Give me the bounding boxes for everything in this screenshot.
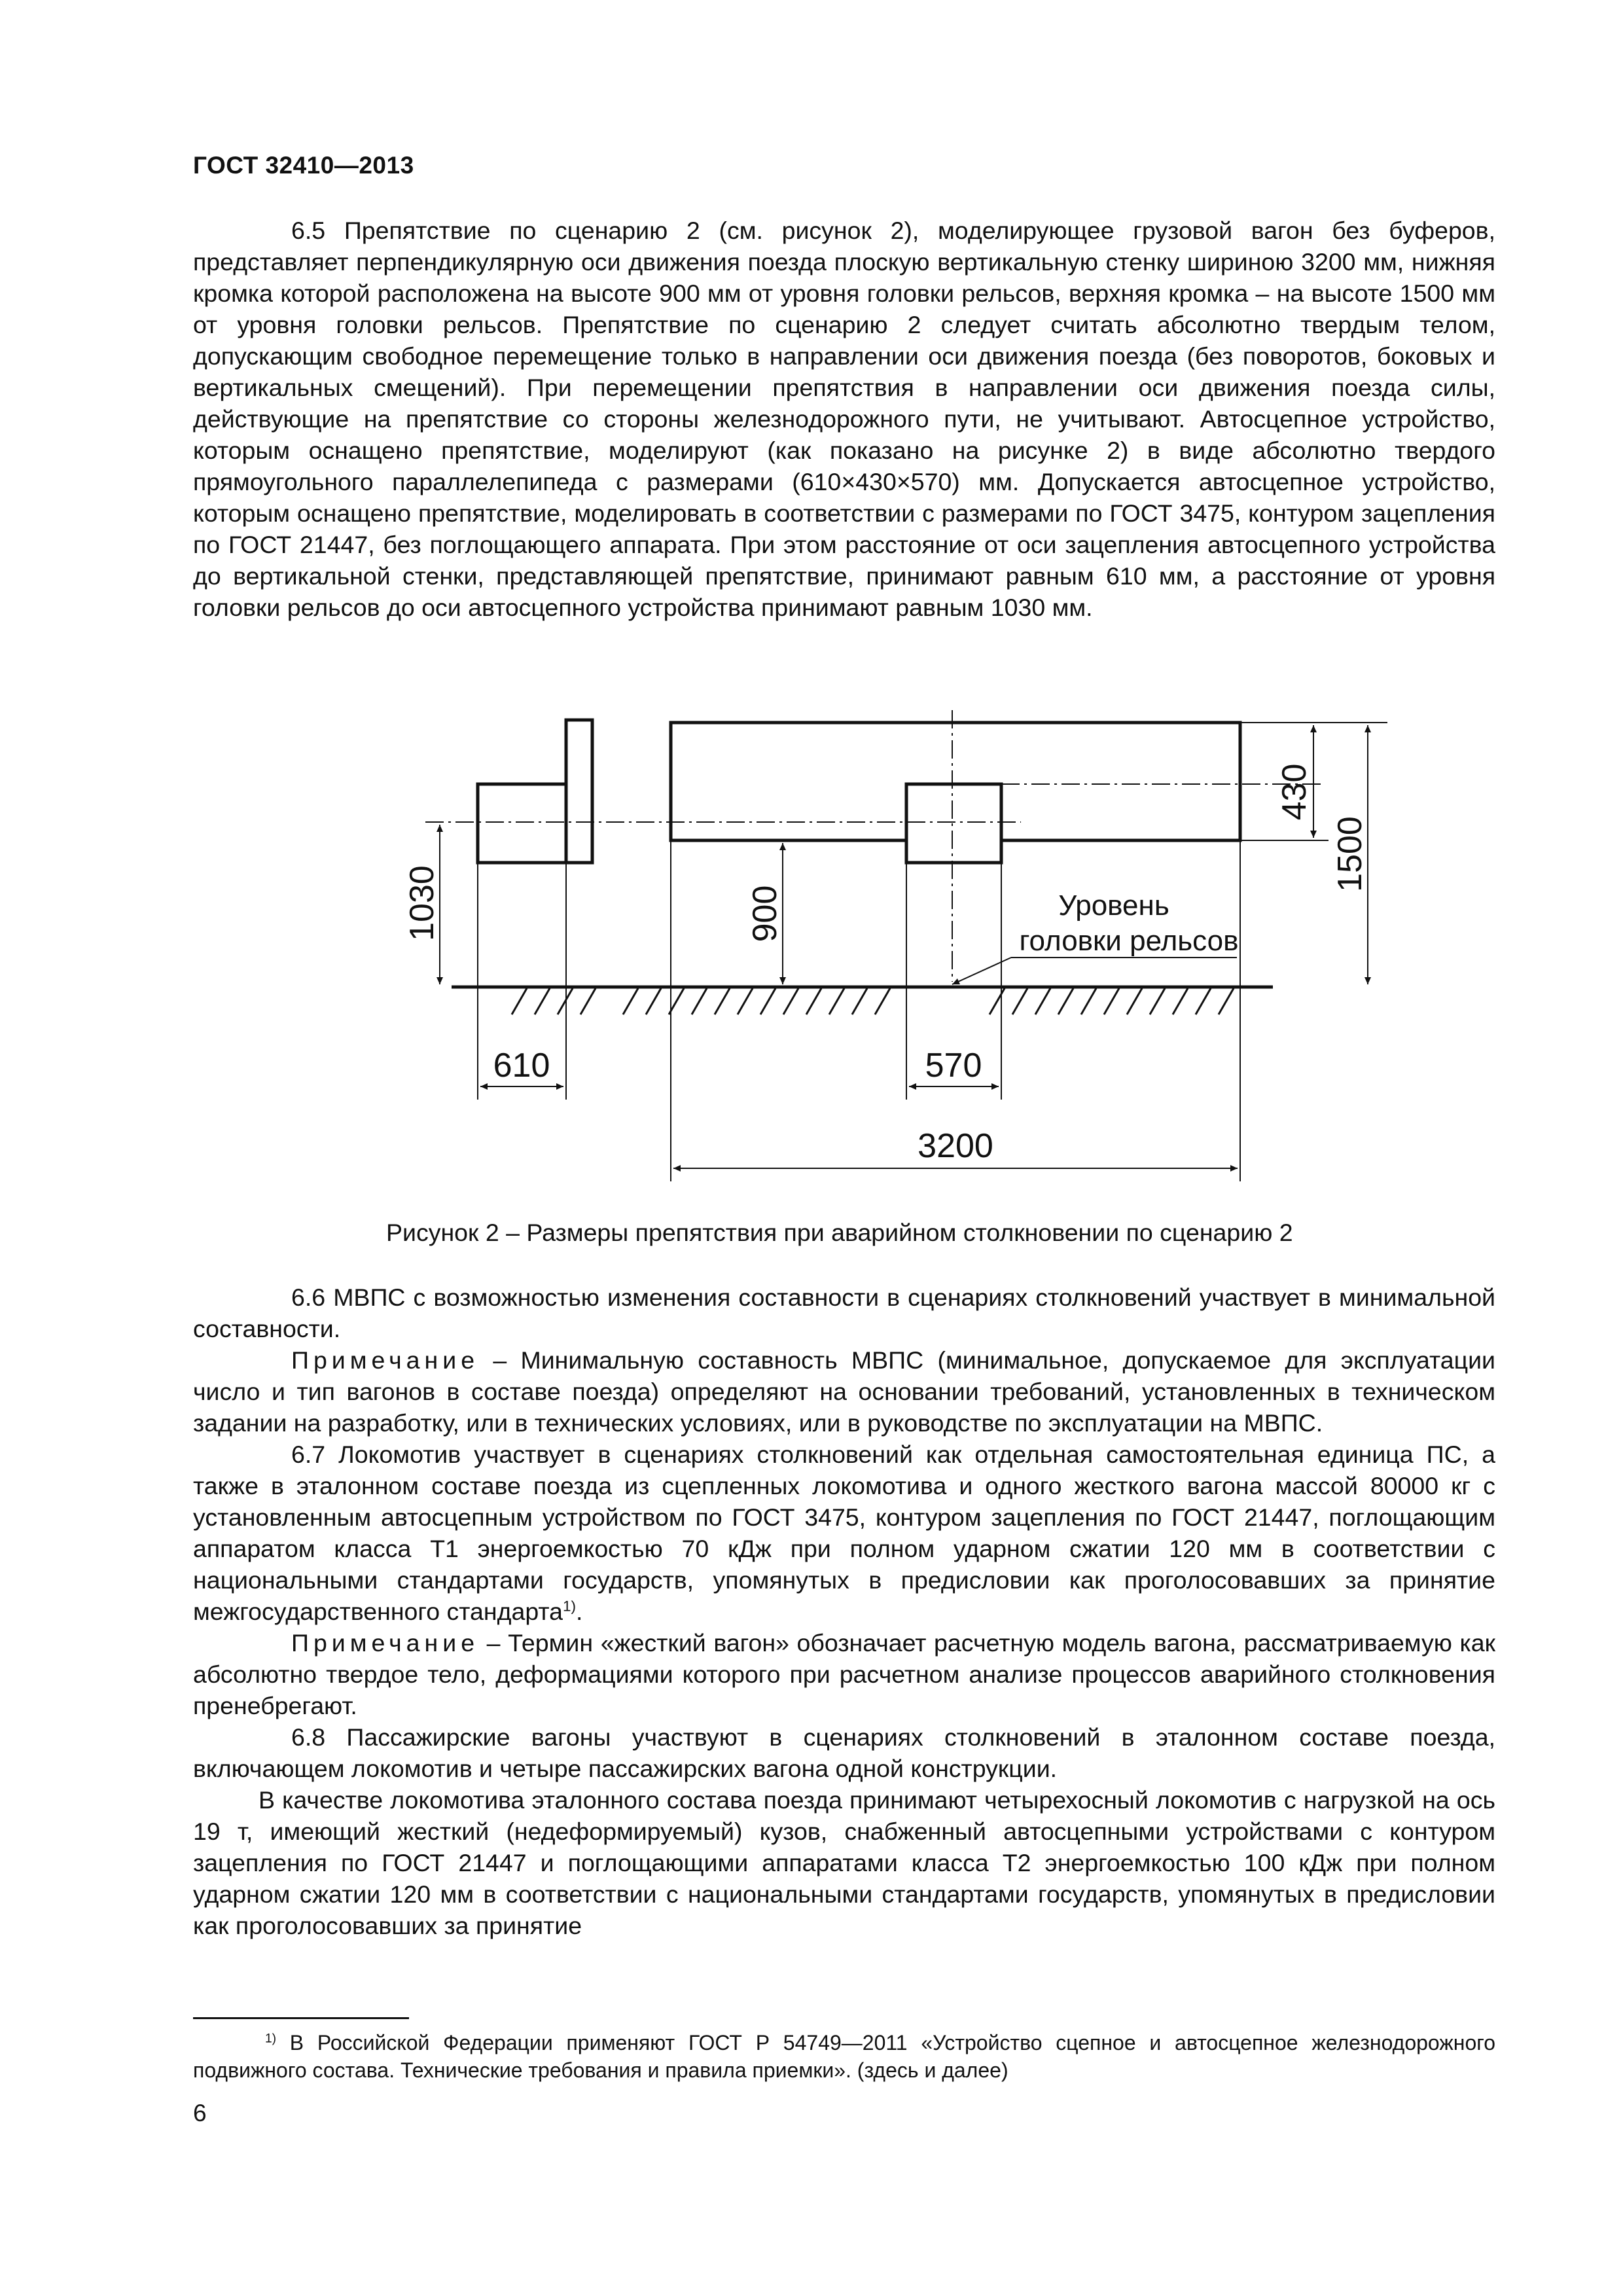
note-6-7 [193, 1627, 1495, 1721]
dim-430-label: 430 [1275, 763, 1313, 821]
sections-6-6-to-6-8 [193, 1282, 1495, 1941]
dimension-1500 [1331, 725, 1369, 984]
dimension-430 [1275, 725, 1313, 838]
paragraph-6-8: 6.8 Пассажирские вагоны участвуют в сценариях столкновений в эталонном составе поезда, включающем локомотив и четыре пассажирских вагона одной конструкции. [193, 1723, 1495, 1782]
footnote-mark: 1) [265, 2032, 277, 2046]
dim-3200-label: 3200 [918, 1127, 993, 1165]
paragraph-6-7-text: 6.7 Локомотив участвует в сценариях столкновений как отдельная самостоятельная единица ПС, а также в эталонном составе поезда из сцепленных локомотива и одного жесткого вагона массой 80000 кг с установленным автосцепным устройством по ГОСТ 3475, контуром зацепления по ГОСТ 21447, поглощающим аппаратом класса Т1 энергоемкостью 70 кДж при полном ударном сжатии 120 мм в соответствии с национальными стандартами государств, упомянутых в предисловии как проголосовавших за принятие межгосударственного стандарта [193, 1441, 1495, 1625]
dimension-610 [480, 1047, 563, 1086]
rail-head-label [952, 889, 1239, 984]
figure-caption: Рисунок 2 – Размеры препятствия при аварийном столкновении по сценарию 2 [386, 1219, 1293, 1246]
coupler-side-view [478, 720, 592, 863]
paragraph-6-5: 6.5 Препятствие по сценарию 2 (см. рисунок 2), моделирующее грузовой вагон без буферов, представляет перпендикулярную оси движения поезда плоскую вертикальную стенку шириною 3200 мм, нижняя кромка которой расположена на высоте 900 мм от уровня головки рельсов, верхняя кромка – на высоте 1500 мм от уровня головки рельсов. Препятствие по сценарию 2 следует считать абсолютно твердым телом, допускающим свободное перемещение только в направлении оси движения поезда (без поворотов, боковых и вертикальных смещений). При перемещении препятствия в направлении оси движения поезда силы, действующие на препятствие со стороны железнодорожного пути, не учитывают. Автосцепное устройство, которым оснащено препятствие, моделируют (как показано на рисунке 2) в виде абсолютно твердого прямоугольного параллелепипеда с размерами (610×430×570) мм. Допускается автосцепное устройство, которым оснащено препятствие, моделировать в соответствии с размерами по ГОСТ 3475, контуром зацепления по ГОСТ 21447, без поглощающего аппарата. При этом расстояние от оси зацепления автосцепного устройства до вертикальной стенки, представляющей препятствие, принимают равным 610 мм, а расстояние от уровня головки рельсов до оси автосцепного устройства принимают равным 1030 мм. [193, 217, 1495, 621]
figure-2-diagram [0, 707, 1623, 1211]
dimension-1030 [403, 825, 441, 984]
dimension-570 [909, 1047, 999, 1086]
page-header-standard: ГОСТ 32410—2013 [193, 152, 414, 179]
dim-1500-label: 1500 [1331, 816, 1369, 892]
dim-1030-label: 1030 [403, 865, 441, 941]
dim-570-label: 570 [925, 1047, 982, 1085]
paragraph-6-7 [193, 1439, 1495, 1627]
note-label: Примечание [291, 1346, 480, 1374]
paragraph-6-6: 6.6 МВПС с возможностью изменения составности в сценариях столкновений участвует в минимальной составности. [193, 1283, 1495, 1342]
dim-900-label: 900 [746, 885, 784, 942]
footnote-text: В Российской Федерации применяют ГОСТ Р 54749—2011 «Устройство сцепное и автосцепное железнодорожного подвижного состава. Технические требования и правила приемки». (здесь и далее) [193, 2031, 1495, 2082]
rail-level-ground [452, 987, 1273, 1014]
section-6-5 [193, 215, 1495, 623]
footnote-divider [193, 2017, 409, 2019]
note-6-6 [193, 1344, 1495, 1439]
note-label: Примечание [291, 1629, 480, 1657]
dimension-900 [746, 843, 784, 984]
dimension-3200 [673, 1127, 1238, 1168]
obstacle-wall [671, 723, 1240, 863]
obstacle-drawing [0, 707, 1623, 1211]
page-number: 6 [193, 2100, 207, 2126]
rail-label-line1: Уровень [1058, 889, 1169, 922]
footnote-1 [193, 2029, 1495, 2084]
paragraph-6-8-cont: В качестве локомотива эталонного состава поезда принимают четырехосный локомотив с нагрузкой на ось 19 т, имеющий жесткий (недеформируемый) кузов, снабженный автосцепными устройствами с контуром зацепления по ГОСТ 21447 и поглощающими аппаратами класса Т2 энергоемкостью 100 кДж при полном ударном сжатии 120 мм в соответствии с национальными стандартами государств, упомянутых в предисловии как проголосовавших за принятие [193, 1786, 1495, 1939]
paragraph-6-7-end: . [576, 1598, 583, 1625]
note-6-6-text: – Минимальную составность МВПС (минимальное, допускаемое для эксплуатации число и тип вагонов в составе поезда) определяют на основании требований, установленных в техническом задании на разработку, или в технических условиях, или в руководстве по эксплуатации на МВПС. [193, 1346, 1495, 1437]
footnote [193, 2029, 1495, 2084]
dim-610-label: 610 [493, 1047, 550, 1085]
rail-label-line2: головки рельсов [1019, 925, 1239, 957]
footnote-ref[interactable]: 1) [563, 1598, 577, 1615]
note-6-7-text: – Термин «жесткий вагон» обозначает расчетную модель вагона, рассматриваемую как абсолютно твердое тело, деформациями которого при расчетном анализе процессов аварийного столкновения пренебрегают. [193, 1629, 1495, 1719]
